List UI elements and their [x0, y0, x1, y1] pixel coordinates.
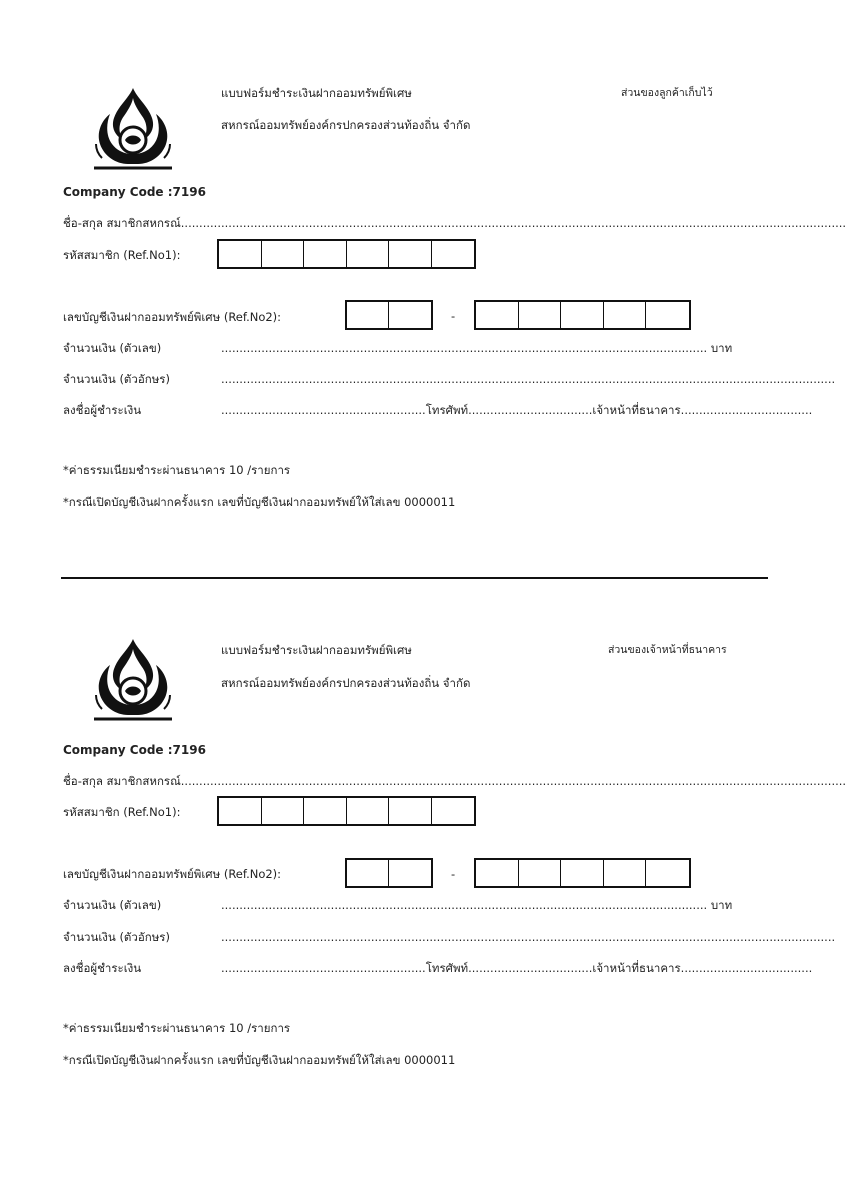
ref2-digit-box[interactable]	[347, 860, 389, 886]
ref1-digit-box[interactable]	[262, 798, 305, 824]
amount-text-field[interactable]: ........................................................................................................................................................................	[221, 930, 836, 944]
amount-number-field[interactable]: ..................................................................................................................................... บาท	[221, 341, 733, 355]
ref2-digit-box[interactable]	[561, 860, 604, 886]
form-title: แบบฟอร์มชำระเงินฝากออมทรัพย์พิเศษ	[221, 86, 412, 100]
ref1-digit-box[interactable]	[432, 798, 474, 824]
signer-phone-bank-field[interactable]: ........................................................โทรศัพท์..................................เจ้าหน้าที่ธนาคาร....................................	[221, 403, 813, 417]
copy-label: ส่วนของลูกค้าเก็บไว้	[621, 87, 713, 99]
amount-number-field[interactable]: ..................................................................................................................................... บาท	[221, 898, 733, 912]
ref2-digit-box[interactable]	[519, 860, 562, 886]
ref1-label: รหัสสมาชิก (Ref.No1):	[63, 248, 181, 262]
ref1-input-boxes[interactable]	[217, 796, 476, 826]
ref2-prefix-boxes[interactable]	[345, 858, 433, 888]
ref2-suffix-boxes[interactable]	[474, 300, 691, 330]
signer-phone-bank-field[interactable]: ........................................................โทรศัพท์..................................เจ้าหน้าที่ธนาคาร....................................	[221, 961, 813, 975]
ref2-prefix-boxes[interactable]	[345, 300, 433, 330]
ref2-digit-box[interactable]	[389, 302, 431, 328]
ref1-digit-box[interactable]	[432, 241, 474, 267]
ref1-digit-box[interactable]	[219, 798, 262, 824]
fee-note: *ค่าธรรมเนียมชำระผ่านธนาคาร 10 /รายการ	[63, 463, 291, 477]
ref1-digit-box[interactable]	[347, 241, 390, 267]
ref2-digit-box[interactable]	[561, 302, 604, 328]
ref2-digit-box[interactable]	[476, 302, 519, 328]
amount-text-label: จำนวนเงิน (ตัวอักษร)	[63, 930, 170, 944]
ref2-dash: -	[451, 867, 456, 881]
ref1-digit-box[interactable]	[389, 241, 432, 267]
ref1-digit-box[interactable]	[304, 798, 347, 824]
form-title: แบบฟอร์มชำระเงินฝากออมทรัพย์พิเศษ	[221, 643, 412, 657]
ref1-digit-box[interactable]	[219, 241, 262, 267]
ref2-digit-box[interactable]	[604, 302, 647, 328]
amount-text-field[interactable]: ........................................................................................................................................................................	[221, 372, 836, 386]
amount-text-label: จำนวนเงิน (ตัวอักษร)	[63, 372, 170, 386]
organization-name: สหกรณ์ออมทรัพย์องค์กรปกครองส่วนท้องถิ่น จำกัด	[221, 118, 471, 132]
ref1-input-boxes[interactable]	[217, 239, 476, 269]
signer-label: ลงชื่อผู้ชำระเงิน	[63, 961, 142, 975]
ref2-label: เลขบัญชีเงินฝากออมทรัพย์พิเศษ (Ref.No2):	[63, 867, 282, 881]
ref2-digit-box[interactable]	[604, 860, 647, 886]
signer-label: ลงชื่อผู้ชำระเงิน	[63, 403, 142, 417]
first-account-note: *กรณีเปิดบัญชีเงินฝากครั้งแรก เลขที่บัญชีเงินฝากออมทรัพย์ให้ใส่เลข 0000011	[63, 1053, 456, 1067]
ref1-digit-box[interactable]	[389, 798, 432, 824]
ref2-digit-box[interactable]	[646, 860, 689, 886]
ref2-digit-box[interactable]	[646, 302, 689, 328]
ref2-label: เลขบัญชีเงินฝากออมทรัพย์พิเศษ (Ref.No2):	[63, 310, 282, 324]
ref1-digit-box[interactable]	[262, 241, 305, 267]
member-name-field[interactable]: ชื่อ-สกุล สมาชิกสหกรณ์......................................................................................................................................................................................	[63, 774, 847, 788]
ref2-digit-box[interactable]	[347, 302, 389, 328]
customer-copy-section	[0, 0, 848, 520]
copy-label: ส่วนของเจ้าหน้าที่ธนาคาร	[608, 644, 727, 656]
fee-note: *ค่าธรรมเนียมชำระผ่านธนาคาร 10 /รายการ	[63, 1021, 291, 1035]
ref1-digit-box[interactable]	[304, 241, 347, 267]
ref2-digit-box[interactable]	[389, 860, 431, 886]
company-code: Company Code :7196	[63, 743, 206, 757]
cooperative-logo-icon	[88, 635, 178, 725]
company-code: Company Code :7196	[63, 185, 206, 199]
organization-name: สหกรณ์ออมทรัพย์องค์กรปกครองส่วนท้องถิ่น จำกัด	[221, 676, 471, 690]
bank-copy-section	[0, 557, 848, 1077]
ref2-digit-box[interactable]	[519, 302, 562, 328]
member-name-field[interactable]: ชื่อ-สกุล สมาชิกสหกรณ์......................................................................................................................................................................................	[63, 216, 847, 230]
ref2-digit-box[interactable]	[476, 860, 519, 886]
ref2-suffix-boxes[interactable]	[474, 858, 691, 888]
amount-number-label: จำนวนเงิน (ตัวเลข)	[63, 341, 162, 355]
ref1-label: รหัสสมาชิก (Ref.No1):	[63, 805, 181, 819]
first-account-note: *กรณีเปิดบัญชีเงินฝากครั้งแรก เลขที่บัญชีเงินฝากออมทรัพย์ให้ใส่เลข 0000011	[63, 495, 456, 509]
ref2-dash: -	[451, 309, 456, 323]
ref1-digit-box[interactable]	[347, 798, 390, 824]
cooperative-logo-icon	[88, 84, 178, 174]
amount-number-label: จำนวนเงิน (ตัวเลข)	[63, 898, 162, 912]
